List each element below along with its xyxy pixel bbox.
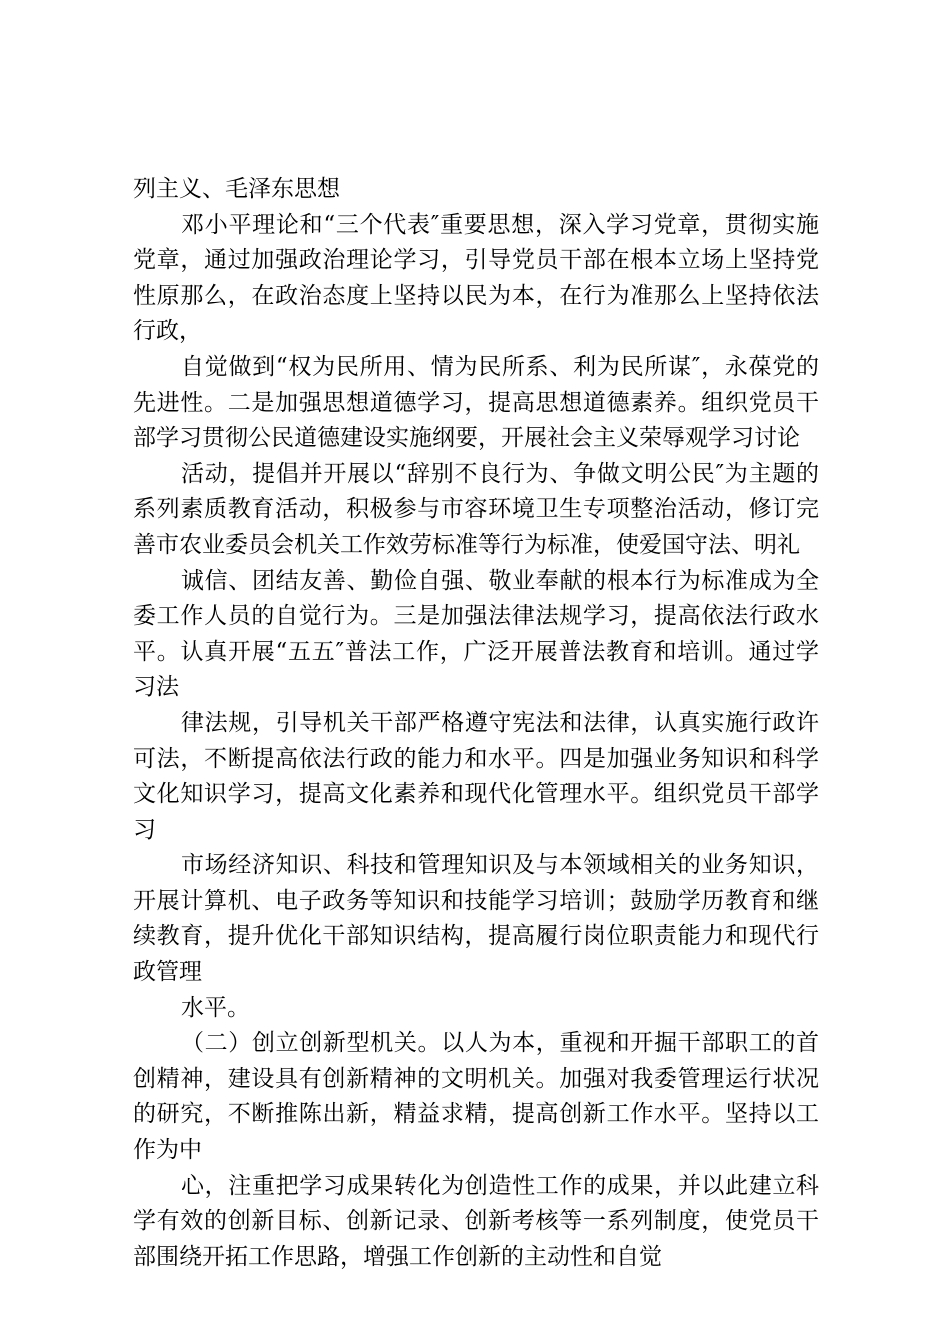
paragraph-2: 邓小平理论和“三个代表″重要思想，深入学习党章，贯彻实施党章，通过加强政治理论学习，引导党员干部在根本立场上坚持党性原那么，在政治态度上坚持以民为本，在行为准那么上坚持依法行政， <box>133 211 819 345</box>
paragraph-3: 自觉做到“权为民所用、情为民所系、利为民所谋″，永葆党的先进性。二是加强思想道德学习，提高思想道德素养。组织党员干部学习贯彻公民道德建设实施纲要，开展社会主义荣辱观学习讨论 <box>133 353 819 452</box>
paragraph-6: 律法规，引导机关干部严格遵守宪法和法律，认真实施行政许可法，不断提高依法行政的能力和水平。四是加强业务知识和科学文化知识学习，提高文化素养和现代化管理水平。组织党员干部学习 <box>133 709 819 843</box>
paragraph-10: 心，注重把学习成果转化为创造性工作的成果，并以此建立科学有效的创新目标、创新记录、创新考核等一系列制度，使党员干部围绕开拓工作思路，增强工作创新的主动性和自觉 <box>133 1172 819 1270</box>
paragraph-4: 活动，提倡并开展以“辞别不良行为、争做文明公民″为主题的系列素质教育活动，积极参与市容环境卫生专项整治活动，修订完善市农业委员会机关工作效劳标准等行为标准，使爱国守法、明礼 <box>133 460 819 558</box>
paragraph-8: 水平。 <box>181 994 250 1021</box>
paragraph-7: 市场经济知识、科技和管理知识及与本领域相关的业务知识，开展计算机、电子政务等知识和技能学习培训；鼓励学历教育和继续教育，提升优化干部知识结构，提高履行岗位职责能力和现代行政管理 <box>133 852 819 986</box>
body-text <box>133 172 819 1275</box>
paragraph-9: （二）创立创新型机关。以人为本，重视和开掘干部职工的首创精神，建设具有创新精神的文明机关。加强对我委管理运行状况的研究，不断推陈出新，精益求精，提高创新工作水平。坚持以工作为中 <box>133 1030 819 1164</box>
paragraph-5: 诚信、团结友善、勤俭自强、敬业奉献的根本行为标准成为全委工作人员的自觉行为。三是加强法律法规学习，提高依法行政水平。认真开展“五五″普法工作，广泛开展普法教育和培训。通过学习法 <box>133 567 819 701</box>
paragraph-1: 列主义、毛泽东思想 <box>133 176 340 202</box>
